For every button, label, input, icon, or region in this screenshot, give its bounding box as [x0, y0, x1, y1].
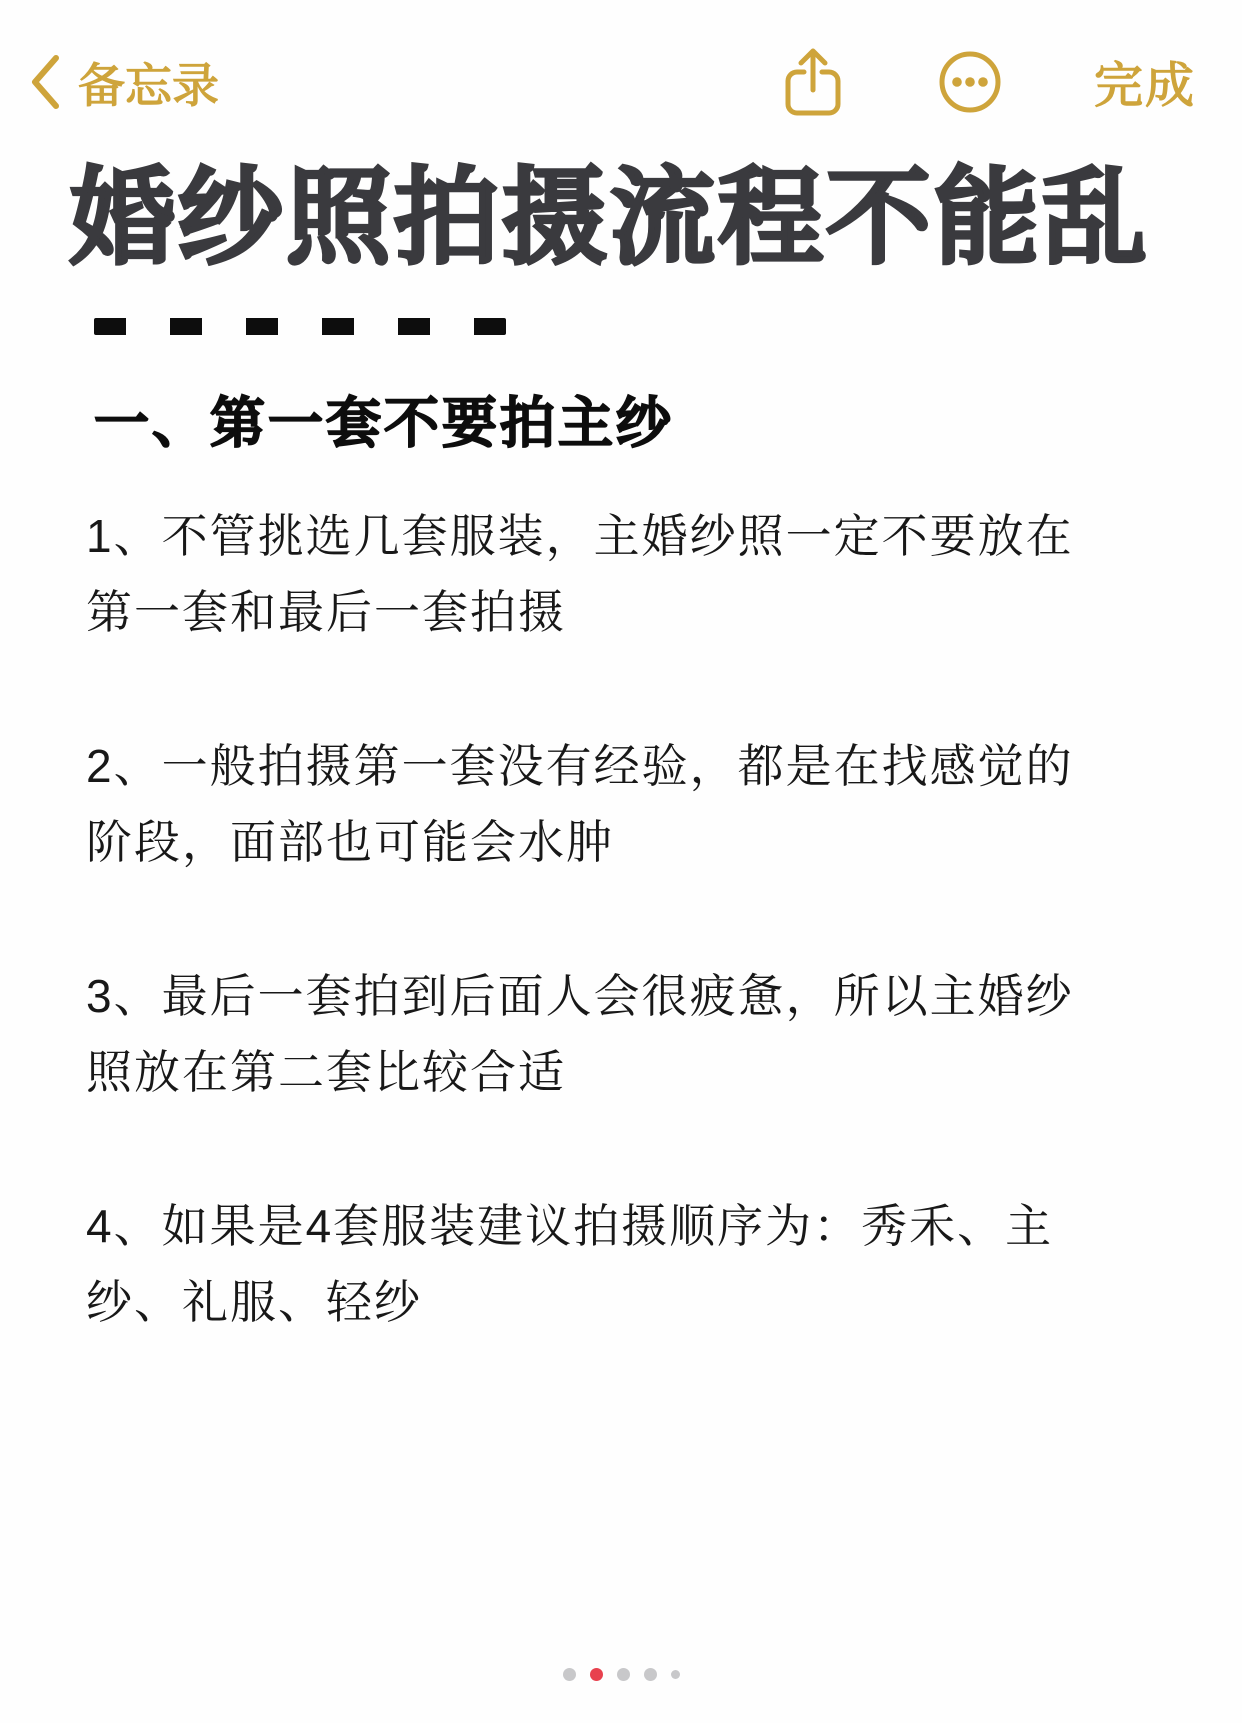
chevron-left-icon [30, 54, 60, 110]
back-button-label: 备忘录 [78, 58, 219, 112]
note-title: 婚纱照拍摄流程不能乱 [70, 160, 1151, 277]
note-paragraph-2: 2、一般拍摄第一套没有经验，都是在找感觉的阶段，面部也可能会水肿 [86, 739, 1074, 868]
note-editor[interactable] [0, 122, 1242, 1340]
page-dot-1[interactable] [563, 1668, 576, 1681]
share-button[interactable] [784, 46, 842, 118]
share-icon [784, 46, 842, 118]
navigation-bar [0, 0, 1242, 122]
note-paragraph-3: 3、最后一套拍到后面人会很疲惫，所以主婚纱照放在第二套比较合适 [86, 969, 1074, 1098]
dashed-divider [94, 318, 506, 335]
page-dot-3[interactable] [617, 1668, 630, 1681]
page-dot-4[interactable] [644, 1668, 657, 1681]
note-paragraph-1: 1、不管挑选几套服装，主婚纱照一定不要放在第一套和最后一套拍摄 [86, 509, 1074, 638]
more-button[interactable] [938, 50, 1002, 114]
done-button[interactable]: 完成 [1093, 59, 1196, 113]
section-heading: 一、第一套不要拍主纱 [94, 391, 675, 454]
page-dot-5[interactable] [671, 1670, 680, 1679]
back-button[interactable] [30, 49, 219, 116]
pagination-dots [0, 1668, 1242, 1681]
note-paragraph-4: 4、如果是4套服装建议拍摄顺序为：秀禾、主纱、礼服、轻纱 [86, 1199, 1054, 1328]
page-dot-2[interactable] [590, 1668, 603, 1681]
ellipsis-circle-icon [938, 50, 1002, 114]
